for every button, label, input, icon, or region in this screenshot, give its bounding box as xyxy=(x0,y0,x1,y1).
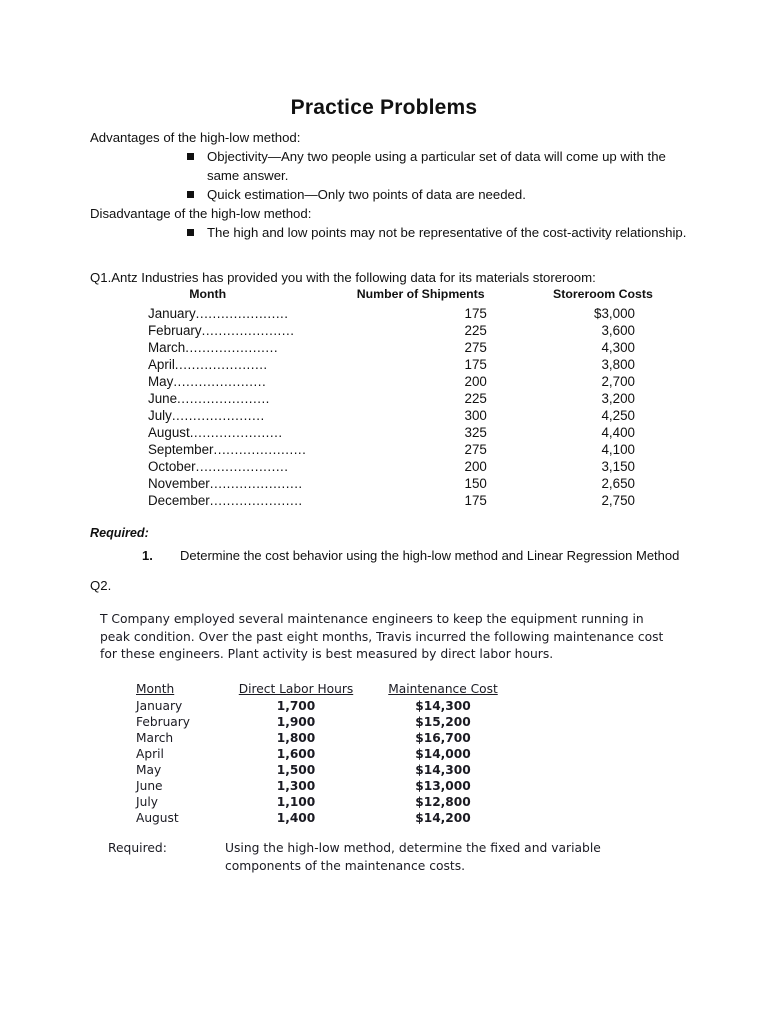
column-header-direct-labor-hours: Direct Labor Hours xyxy=(238,681,354,696)
intro-section xyxy=(90,128,698,242)
q1-required-item xyxy=(90,547,696,565)
cell-month: March xyxy=(136,730,174,745)
q2-required-label: Required: xyxy=(108,841,167,855)
q2-section xyxy=(100,611,680,826)
cell-hours: 1,700 xyxy=(276,698,316,713)
cell-shipments: 225 xyxy=(464,323,487,338)
list-item-text: The high and low points may not be representative of the cost-activity relationship. xyxy=(207,225,687,240)
cell-cost: $13,000 xyxy=(415,778,471,793)
column-header-month: Month xyxy=(189,287,227,301)
cell-shipments: 175 xyxy=(464,493,487,508)
cell-shipments: 175 xyxy=(464,357,487,372)
list-item xyxy=(90,185,698,204)
cell-cost: 3,600 xyxy=(601,323,635,338)
cell-month: March...................... xyxy=(148,340,279,355)
cell-cost: 4,300 xyxy=(601,340,635,355)
item-number: 1. xyxy=(142,548,153,563)
cell-shipments: 200 xyxy=(464,374,487,389)
cell-shipments: 150 xyxy=(464,476,487,491)
list-item xyxy=(90,223,698,242)
cell-month: January xyxy=(136,698,183,713)
table-row xyxy=(90,339,690,356)
cell-shipments: 200 xyxy=(464,459,487,474)
square-bullet-icon xyxy=(187,191,194,198)
q1-prompt: Q1.Antz Industries has provided you with the following data for its materials storeroom: xyxy=(90,270,596,285)
page-title: Practice Problems xyxy=(290,96,478,119)
cell-hours: 1,500 xyxy=(276,762,316,777)
q2-required-text: Using the high-low method, determine the fixed and variable components of the maintenance costs. xyxy=(225,841,601,873)
cell-cost: $14,300 xyxy=(415,698,471,713)
cell-shipments: 175 xyxy=(464,306,487,321)
cell-month: January...................... xyxy=(148,306,289,321)
cell-cost: 3,150 xyxy=(601,459,635,474)
q1-required-section xyxy=(90,524,696,565)
q2-table xyxy=(136,682,516,826)
cell-month: August...................... xyxy=(148,425,283,440)
cell-cost: 2,650 xyxy=(601,476,635,491)
cell-month: July...................... xyxy=(148,408,265,423)
cell-cost: 4,400 xyxy=(601,425,635,440)
column-header-storeroom-costs: Storeroom Costs xyxy=(553,287,653,301)
cell-month: February...................... xyxy=(148,323,295,338)
list-item-text: Quick estimation—Only two points of data are needed. xyxy=(207,187,526,202)
item-text: Determine the cost behavior using the high-low method and Linear Regression Method xyxy=(180,548,680,563)
cell-cost: $15,200 xyxy=(415,714,471,729)
cell-cost: 2,700 xyxy=(601,374,635,389)
advantages-list xyxy=(90,147,698,204)
cell-month: August xyxy=(136,810,179,825)
cell-month: May...................... xyxy=(148,374,267,389)
cell-shipments: 275 xyxy=(464,442,487,457)
square-bullet-icon xyxy=(187,153,194,160)
cell-hours: 1,800 xyxy=(276,730,316,745)
cell-shipments: 225 xyxy=(464,391,487,406)
cell-cost: $12,800 xyxy=(415,794,471,809)
table-row xyxy=(90,475,690,492)
table-row xyxy=(136,746,516,762)
cell-month: June...................... xyxy=(148,391,270,406)
disadvantages-list xyxy=(90,223,698,242)
cell-cost: $14,200 xyxy=(415,810,471,825)
q2-paragraph: T Company employed several maintenance engineers to keep the equipment running in peak condition. Over the past eight months, Travis incurred the following maintenance cost for these engineers. Plant activity is best measured by direct labor hours. xyxy=(100,612,664,661)
cell-cost: $3,000 xyxy=(594,306,635,321)
list-item-text: Objectivity—Any two people using a particular set of data will come up with the same answer. xyxy=(207,149,666,183)
table-row xyxy=(90,373,690,390)
table-row xyxy=(90,356,690,373)
cell-hours: 1,400 xyxy=(276,810,316,825)
cell-cost: 3,800 xyxy=(601,357,635,372)
q1-table xyxy=(90,287,690,509)
cell-month: February xyxy=(136,714,191,729)
cell-month: April xyxy=(136,746,164,761)
table-row xyxy=(90,424,690,441)
q2-table-body xyxy=(136,698,516,826)
cell-hours: 1,100 xyxy=(276,794,316,809)
q2-label: Q2. xyxy=(90,578,112,593)
cell-cost: 4,250 xyxy=(601,408,635,423)
cell-month: April...................... xyxy=(148,357,268,372)
table-row xyxy=(136,794,516,810)
cell-cost: 3,200 xyxy=(601,391,635,406)
list-item xyxy=(90,147,698,185)
table-header-row xyxy=(90,287,690,305)
table-row xyxy=(136,698,516,714)
cell-cost: 2,750 xyxy=(601,493,635,508)
cell-hours: 1,300 xyxy=(276,778,316,793)
column-header-month: Month xyxy=(136,681,175,696)
cell-cost: $14,000 xyxy=(415,746,471,761)
disadvantage-heading: Disadvantage of the high-low method: xyxy=(90,206,312,221)
q1-table-body xyxy=(90,305,690,509)
cell-month: October...................... xyxy=(148,459,289,474)
cell-cost: 4,100 xyxy=(601,442,635,457)
column-header-shipments: Number of Shipments xyxy=(356,287,485,301)
column-header-maintenance-cost: Maintenance Cost xyxy=(388,681,498,696)
table-row xyxy=(90,492,690,509)
cell-hours: 1,900 xyxy=(276,714,316,729)
cell-shipments: 325 xyxy=(464,425,487,440)
cell-month: September...................... xyxy=(148,442,307,457)
table-row xyxy=(90,441,690,458)
square-bullet-icon xyxy=(187,229,194,236)
cell-hours: 1,600 xyxy=(276,746,316,761)
table-row xyxy=(90,305,690,322)
q2-required-section xyxy=(108,840,668,875)
cell-cost: $16,700 xyxy=(415,730,471,745)
table-row xyxy=(90,390,690,407)
cell-month: June xyxy=(136,778,163,793)
table-row xyxy=(90,322,690,339)
q1-required-label: Required: xyxy=(90,526,149,540)
table-row xyxy=(136,762,516,778)
cell-month: December...................... xyxy=(148,493,303,508)
cell-cost: $14,300 xyxy=(415,762,471,777)
advantages-heading: Advantages of the high-low method: xyxy=(90,130,301,145)
table-row xyxy=(136,714,516,730)
table-row xyxy=(136,810,516,826)
table-row xyxy=(90,458,690,475)
table-header-row xyxy=(136,682,516,698)
table-row xyxy=(136,778,516,794)
cell-month: November...................... xyxy=(148,476,303,491)
cell-month: May xyxy=(136,762,162,777)
cell-shipments: 275 xyxy=(464,340,487,355)
table-row xyxy=(136,730,516,746)
cell-shipments: 300 xyxy=(464,408,487,423)
cell-month: July xyxy=(136,794,158,809)
table-row xyxy=(90,407,690,424)
